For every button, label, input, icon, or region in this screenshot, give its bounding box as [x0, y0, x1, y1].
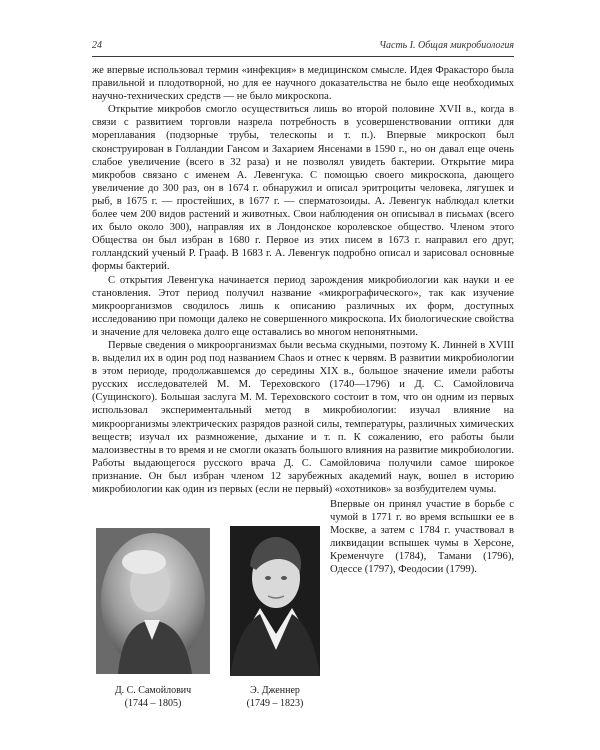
paragraph-2: Открытие микробов смогло осуществиться лишь во второй половине XVII в., когда в связи с развитием торговли назрела потребность в усовершенствовании оптики для мореплавания (подзорные трубы, телескопы и т. п.). Впервые микроскоп был сконструирован в Голландии Гансом и Захарием Янсенами в 1590 г., но он давал еще очень слабое увеличение (всего в 32 раза) и не позволял увидеть бактерии. Открытие мира микробов связано с именем А. Левенгука. С помощью своего микроскопа, дающего увеличение до 300 раз, он в 1674 г. обнаружил и описал эритроциты человека, лягушек и рыб, в 1675 г. — простейших, в 1677 г. — сперматозоиды. А. Левенгук наблюдал клетки более чем 200 видов растений и животных. Свои наблюдения он описывал в письмах (всего их было около 300), направляя их в Лондонское королевское общество. Членом этого Общества он был избран в 1680 г. Первое из этих писем в 1673 г. направил его друг, голландский ученый Р. Грааф. В 1683 г. А. Левенгук подробно описал и зарисовал основные формы бактерий.: [92, 104, 514, 273]
caption-name: Э. Дженнер: [250, 685, 300, 696]
body-text: [92, 64, 514, 496]
running-head: [92, 38, 514, 57]
portrait-samoylovich: [96, 528, 210, 674]
caption-samoylovich: [88, 684, 218, 710]
caption-jenner: [220, 684, 330, 710]
paragraph-4: Первые сведения о микроорганизмах были весьма скудными, поэтому К. Линней в XVIII в. выделил их в один род под названием Chaos и отнес к червям. В развитии микробиологии в этом периоде, продолжавшемся до середины XIX в., большое значение имели работы русских исследователей М. М. Тереховского (1740—1796) и Д. С. Самойловича (Сущинского). Большая заслуга М. М. Тереховского состоит в том, что он одним из первых использовал экспериментальный метод в микробиологии: изучал влияние на микроорганизмы электрических разрядов разной силы, температуры, различных химических веществ; изучал их размножение, дыхание и т. п. К сожалению, его работы были малоизвестны в то время и не смогли оказать большого влияния на развитие микробиологии. Работы выдающегося русского врача Д. С. Самойловича получили самое широкое признание. Он был избран членом 12 зарубежных академий наук, вошел в историю микробиологии как один из первых (если не первый) «охотников» за возбудителем чумы.: [92, 339, 514, 495]
portrait-jenner: [230, 526, 320, 676]
chapter-title: Часть I. Общая микробиология: [379, 40, 514, 51]
page-number: 24: [92, 40, 102, 51]
caption-name: Д. С. Самойлович: [114, 685, 192, 696]
paragraph-4-continuation: Впервые он принял участие в борьбе с чумой в 1771 г. во время вспышки ее в Москве, а затем с 1784 г. участвовал в ликвидации вспышек чумы в Херсоне, Кременчуге (1784), Тамани (1796), Одессе (1797), Феодосии (1799).: [330, 499, 514, 576]
caption-years: (1744 – 1805): [124, 698, 182, 709]
caption-years: (1749 – 1823): [246, 698, 304, 709]
paragraph-3: С открытия Левенгука начинается период зарождения микробиологии как науки и ее становления. Этот период получил название «микрографического», так как изучение микроорганизмов сводилось лишь к описанию различных их форм, доступных исследованию при помощи далеко не совершенного микроскопа. Их биологические свойства и значение для человека долго еще оставались во многом непонятными.: [92, 274, 514, 338]
paragraph-1: же впервые использовал термин «инфекция» в медицинском смысле. Идея Фракасторо была правильной и плодотворной, но для ее научного доказательства не было еще необходимых научно-технических средств — не было микроскопа.: [92, 65, 514, 103]
